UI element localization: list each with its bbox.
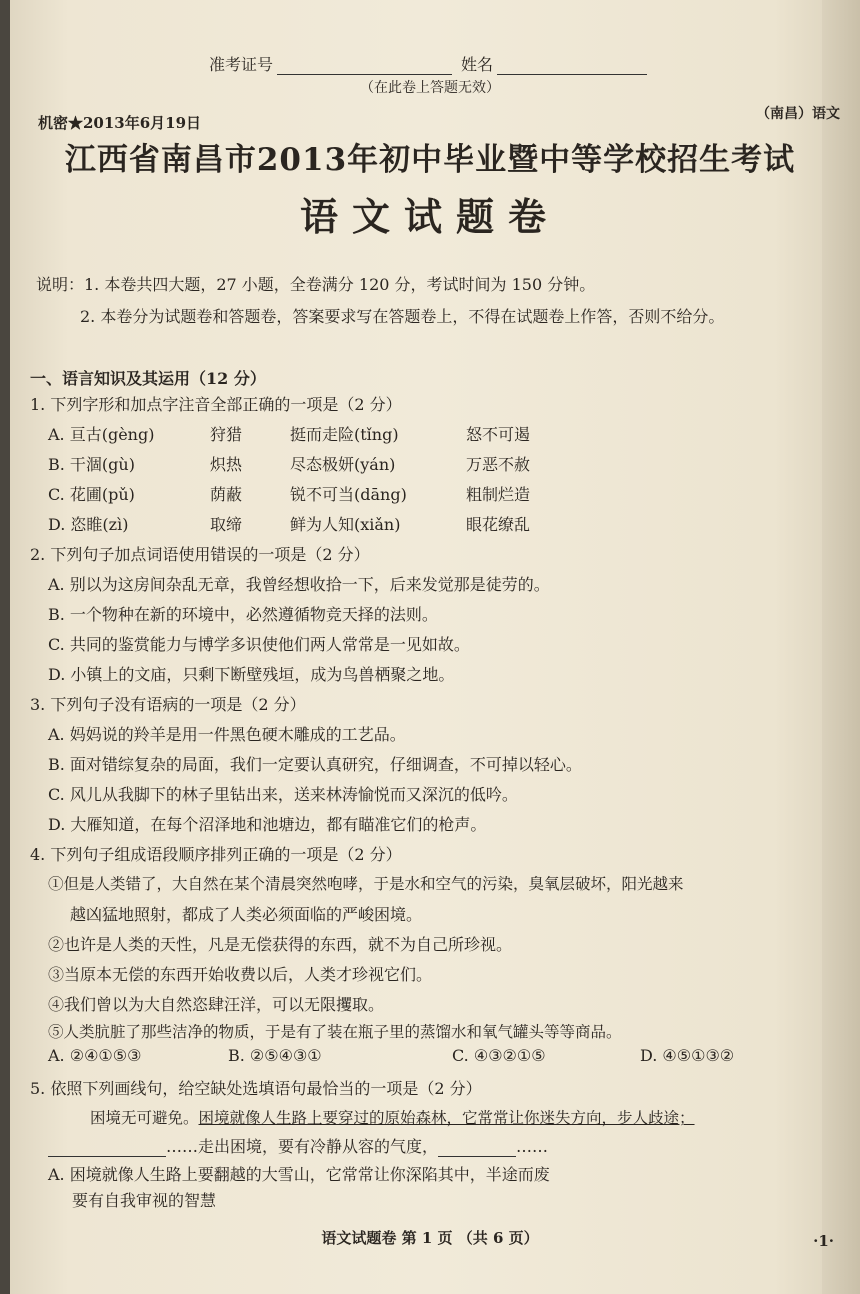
q4-choice-d: D. ④⑤①③② xyxy=(640,1046,735,1065)
candidate-info-line xyxy=(0,52,860,75)
section-heading: 一、语言知识及其运用（12 分） xyxy=(30,369,266,388)
q4-sentence-4: ④我们曾以为大自然恣肆汪洋，可以无限攫取。 xyxy=(48,995,385,1014)
invalid-answer-note: （在此卷上答题无效） xyxy=(360,80,500,96)
instruction-1: 说明：1. 本卷共四大题，27 小题，全卷满分 120 分，考试时间为 150 分钟。 xyxy=(36,275,596,294)
instruction-2: 2. 本卷分为试题卷和答题卷，答案要求写在答题卷上，不得在试题卷上作答，否则不给分。 xyxy=(80,307,725,326)
q1-cell: 荫蔽 xyxy=(210,485,243,504)
q5-text-end: …… xyxy=(516,1137,549,1156)
question-2-stem: 2. 下列句子加点词语使用错误的一项是（2 分） xyxy=(30,545,370,564)
q1-cell: C. 花圃(pǔ) xyxy=(48,485,135,504)
page-number: ·1· xyxy=(813,1232,834,1250)
page-footer: 语文试题卷 第 1 页 （共 6 页） xyxy=(321,1229,539,1247)
subject-tag: （南昌）语文 xyxy=(756,106,840,122)
question-1-stem: 1. 下列字形和加点字注音全部正确的一项是（2 分） xyxy=(30,395,402,414)
exam-title: 江西省南昌市2013年初中毕业暨中等学校招生考试 xyxy=(64,142,796,178)
q5-blank-2 xyxy=(438,1142,516,1157)
question-4-stem: 4. 下列句子组成语段顺序排列正确的一项是（2 分） xyxy=(30,845,402,864)
paper-subtitle: 语文试题卷 xyxy=(299,194,560,239)
q4-sentence-5: ⑤人类肮脏了那些洁净的物质，于是有了装在瓶子里的蒸馏水和氧气罐头等等商品。 xyxy=(48,1023,622,1041)
question-5-stem: 5. 依照下列画线句，给空缺处选填语句最恰当的一项是（2 分） xyxy=(30,1079,482,1098)
exam-number-blank xyxy=(277,60,452,75)
q3-option-c: C. 风儿从我脚下的林子里钻出来，送来林涛愉悦而又深沉的低吟。 xyxy=(48,785,518,804)
q4-sentence-3: ③当原本无偿的东西开始收费以后，人类才珍视它们。 xyxy=(48,965,433,984)
q2-option-b: B. 一个物种在新的环境中，必然遵循物竞天择的法则。 xyxy=(48,605,438,624)
question-3-stem: 3. 下列句子没有语病的一项是（2 分） xyxy=(30,695,306,714)
q1-cell: 狩猎 xyxy=(210,425,243,444)
q5-blank-1 xyxy=(48,1142,166,1157)
q5-option-a-line1: A. 困境就像人生路上要翻越的大雪山，它常常让你深陷其中，半途而废 xyxy=(48,1165,550,1184)
q3-option-d: D. 大雁知道，在每个沼泽地和池塘边，都有瞄准它们的枪声。 xyxy=(48,815,487,834)
q1-cell: 鲜为人知(xiǎn) xyxy=(290,515,401,534)
q5-underlined-sentence: 困境就像人生路上要穿过的原始森林，它常常让你迷失方向，步人歧途； xyxy=(198,1109,695,1127)
q1-cell: B. 干涸(gù) xyxy=(48,455,135,474)
q4-sentence-1: ①但是人类错了，大自然在某个清晨突然咆哮，于是水和空气的污染，臭氧层破坏，阳光越来 xyxy=(48,875,684,893)
q1-cell: 锐不可当(dāng) xyxy=(290,485,407,504)
q2-option-d: D. 小镇上的文庙，只剩下断壁残垣，成为鸟兽栖聚之地。 xyxy=(48,665,455,684)
q5-lead: 困境无可避免。 xyxy=(90,1109,199,1127)
q1-cell: 炽热 xyxy=(210,455,243,474)
q1-cell: 怒不可遏 xyxy=(466,425,531,444)
q1-cell: 粗制烂造 xyxy=(466,485,531,504)
q4-sentence-2: ②也许是人类的天性，凡是无偿获得的东西，就不为自己所珍视。 xyxy=(48,935,513,954)
q5-blank-line xyxy=(48,1134,548,1157)
q2-option-a: A. 别以为这房间杂乱无章，我曾经想收拾一下，后来发觉那是徒劳的。 xyxy=(48,575,550,594)
q3-option-a: A. 妈妈说的羚羊是用一件黑色硬木雕成的工艺品。 xyxy=(48,725,406,744)
q1-cell: 取缔 xyxy=(210,515,243,534)
q1-cell: A. 亘古(gèng) xyxy=(48,425,155,444)
q4-choice-c: C. ④③②①⑤ xyxy=(452,1046,546,1065)
q3-option-b: B. 面对错综复杂的局面，我们一定要认真研究，仔细调查，不可掉以轻心。 xyxy=(48,755,582,774)
exam-number-label: 准考证号 xyxy=(208,55,273,74)
q4-choice-b: B. ②⑤④③① xyxy=(228,1046,322,1065)
q1-cell: 尽态极妍(yán) xyxy=(290,455,396,474)
q2-option-c: C. 共同的鉴赏能力与博学多识使他们两人常常是一见如故。 xyxy=(48,635,470,654)
q4-sentence-1-cont: 越凶猛地照射，都成了人类必须面临的严峻困境。 xyxy=(70,905,423,924)
q1-cell: 眼花缭乱 xyxy=(466,515,531,534)
q1-cell: 挺而走险(tǐng) xyxy=(290,425,399,444)
q5-prompt xyxy=(90,1106,695,1128)
confidential-date: 机密★2013年6月19日 xyxy=(38,114,202,132)
q1-cell: D. 恣睢(zì) xyxy=(48,515,129,534)
q4-choice-a: A. ②④①⑤③ xyxy=(48,1046,142,1065)
q5-option-a-line2: 要有自我审视的智慧 xyxy=(72,1191,217,1210)
q1-cell: 万恶不赦 xyxy=(466,455,531,474)
q5-text-mid: ……走出困境，要有冷静从容的气度， xyxy=(166,1137,439,1156)
name-label: 姓名 xyxy=(461,55,494,74)
name-blank xyxy=(497,60,647,75)
